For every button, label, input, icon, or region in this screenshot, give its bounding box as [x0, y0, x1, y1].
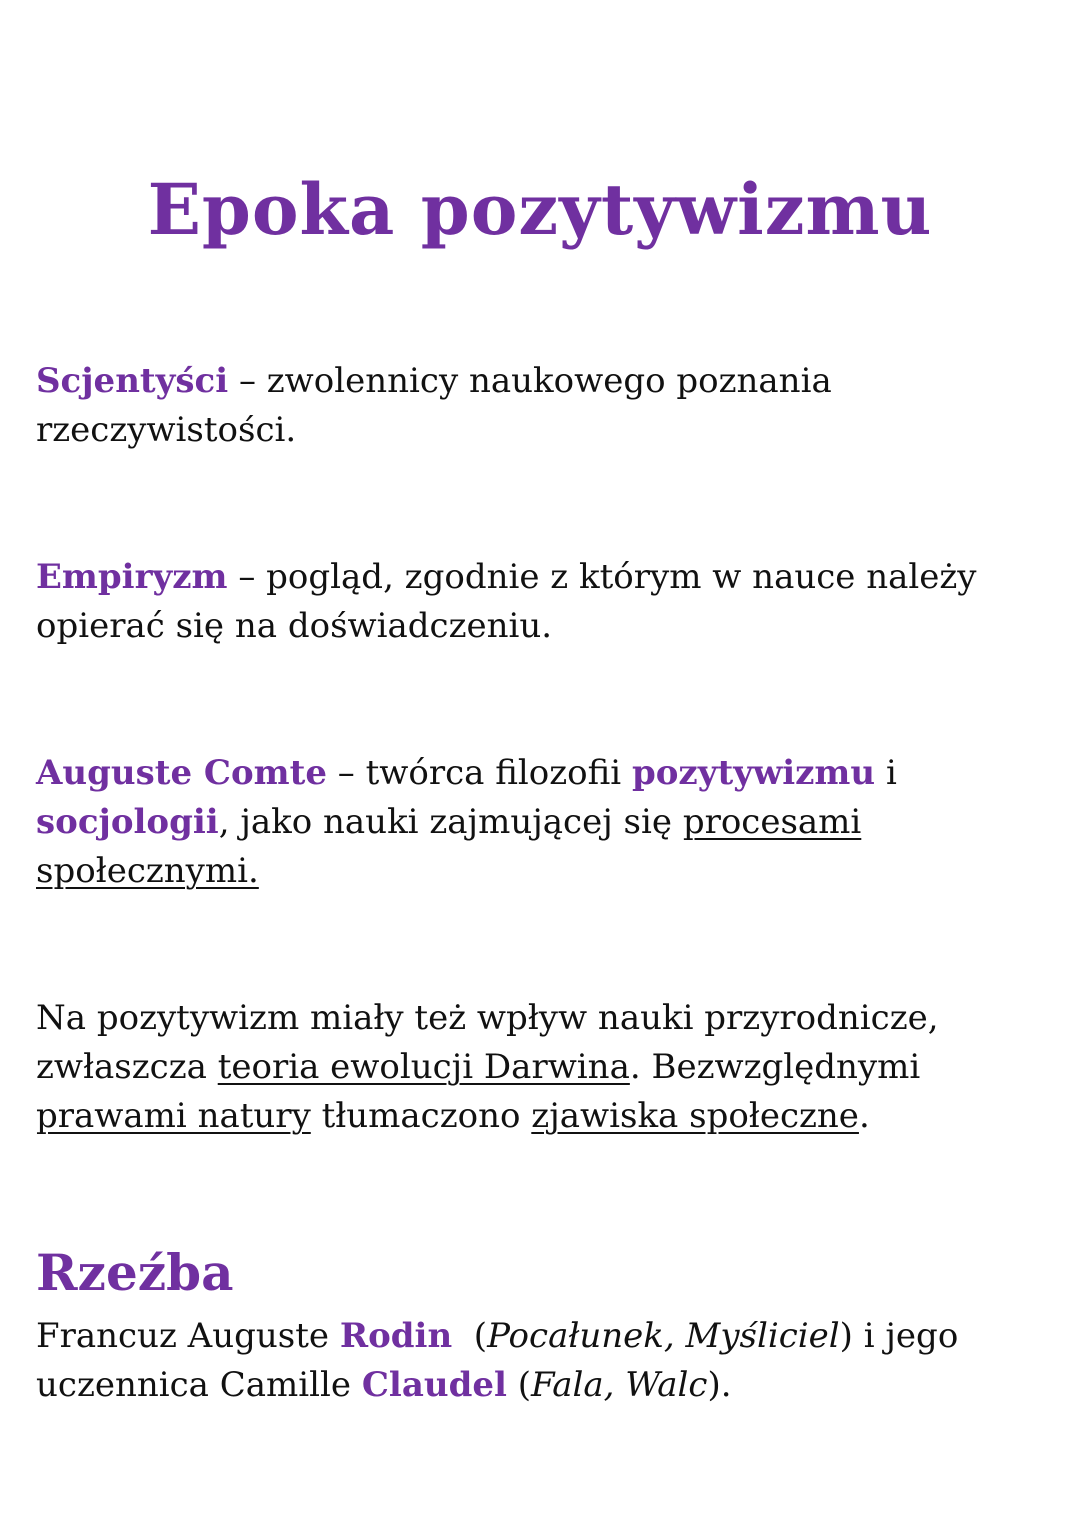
darwin-text-3: tłumaczono: [310, 1096, 532, 1136]
definition-empiryzm: [36, 553, 1046, 651]
comte-text-2: i: [875, 753, 897, 793]
works-claudel: Fala, Walc: [530, 1365, 708, 1405]
darwin-text-2: . Bezwzględnymi: [629, 1047, 921, 1087]
comte-text-3: , jako nauki zajmującej się: [218, 802, 683, 842]
definition-text: – zwolennicy naukowego poznania rzeczywistości.: [36, 361, 832, 450]
term-empiryzm: Empiryzm: [36, 557, 228, 597]
term-auguste-comte: Auguste Comte: [36, 753, 327, 793]
darwin-text-4: .: [858, 1096, 870, 1136]
sculpture-text-3: ) i jego uczennica Camille: [36, 1316, 959, 1405]
sculpture-text-4: (: [506, 1365, 531, 1405]
paragraph-sculpture: [36, 1312, 1046, 1410]
sculpture-text-2: (: [452, 1316, 488, 1356]
underlined-phrase: zjawiska społeczne: [531, 1096, 859, 1136]
term-scjentysci: Scjentyści: [36, 361, 229, 401]
definition-text: – pogląd, zgodnie z którym w nauce należy opierać się na doświadczeniu.: [36, 557, 977, 646]
underlined-phrase: procesami społecznymi.: [36, 802, 862, 891]
artist-rodin: Rodin: [339, 1316, 453, 1356]
underlined-phrase: teoria ewolucji Darwina: [217, 1047, 630, 1087]
section-heading-rzezba: Rzeźba: [36, 1243, 234, 1302]
page-title: Epoka pozytywizmu: [147, 168, 933, 251]
artist-claudel: Claudel: [361, 1365, 507, 1405]
term-pozytywizm: pozytywizmu: [631, 753, 876, 793]
works-rodin: Pocałunek, Myśliciel: [487, 1316, 840, 1356]
paragraph-comte: [36, 749, 1046, 896]
term-socjologia: socjologii: [36, 802, 219, 842]
underlined-phrase: prawami natury: [36, 1096, 311, 1136]
sculpture-text-1: Francuz Auguste: [36, 1316, 340, 1356]
comte-text-1: – twórca filozofii: [326, 753, 632, 793]
darwin-text-1: Na pozytywizm miały też wpływ nauki przyrodnicze, zwłaszcza: [36, 998, 939, 1087]
paragraph-darwin: [36, 994, 1046, 1141]
sculpture-text-5: ).: [707, 1365, 732, 1405]
definition-scjentysci: [36, 357, 1046, 455]
